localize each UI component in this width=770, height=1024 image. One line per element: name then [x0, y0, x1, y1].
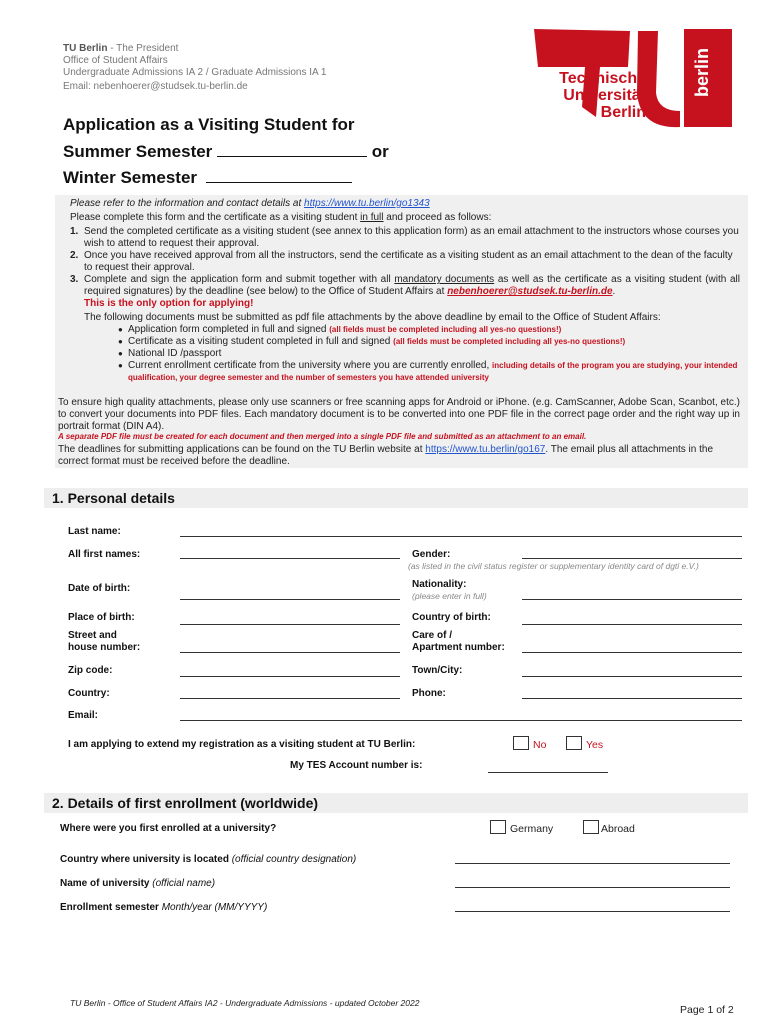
- tes-account-label: My TES Account number is:: [290, 760, 423, 771]
- last-name-label: Last name:: [68, 526, 121, 537]
- in-full-text: in full: [360, 212, 384, 223]
- tes-account-field[interactable]: [488, 772, 608, 773]
- first-names-label: All first names:: [68, 549, 141, 560]
- last-name-field[interactable]: [180, 536, 742, 537]
- first-names-field[interactable]: [180, 558, 400, 559]
- uni-country-field[interactable]: [455, 863, 730, 864]
- section-personal-details: 1. Personal details: [44, 488, 748, 508]
- title-winter-row: [63, 168, 352, 188]
- doc-item: [118, 324, 740, 336]
- doc-1-text: Application form completed in full and signed: [128, 324, 330, 335]
- gender-label: Gender:: [412, 549, 451, 560]
- pob-label: Place of birth:: [68, 612, 135, 623]
- uni-name-note: (official name): [149, 878, 216, 889]
- uni-country-note: (official country designation): [228, 854, 357, 865]
- phone-label: Phone:: [412, 688, 446, 699]
- extend-yes-label: Yes: [586, 739, 604, 751]
- page-number: Page 1 of 2: [680, 1004, 734, 1016]
- gender-note: (as listed in the civil status register or supplementary identity card of dgti e.V.): [408, 561, 699, 571]
- uni-name-text: Name of university: [60, 878, 150, 889]
- gender-field[interactable]: [522, 558, 742, 559]
- logo-line1: Technische: [559, 70, 646, 87]
- deadline-text: [58, 444, 740, 468]
- admissions-name: Undergraduate Admissions IA 2 / Graduate Admissions IA 1: [63, 67, 327, 78]
- street-label-1: Street and: [68, 630, 117, 641]
- step-3: [70, 274, 740, 310]
- enrollment-semester-text: Enrollment semester: [60, 902, 159, 913]
- careof-label-2: Apartment number:: [412, 642, 505, 653]
- nationality-note: (please enter in full): [412, 591, 487, 601]
- doc-4-note: including details of the program you are studying, your intended qualification, your degree semester and the number of semesters you have attended university: [128, 361, 738, 382]
- street-field[interactable]: [180, 652, 400, 653]
- logo-vertical-text: berlin: [692, 47, 712, 97]
- deadline-link[interactable]: https://www.tu.berlin/go167: [425, 444, 546, 455]
- instructions: [70, 198, 740, 384]
- refer-text: Please refer to the information and contact details at: [70, 198, 305, 209]
- deadline-text-b: . The email plus all attachments in the correct format must be received before the deadline.: [58, 444, 714, 467]
- scan-instructions: To ensure high quality attachments, please only use scanners or free scanning apps for Android or iPhone. (e.g. CamScanner, Adobe Scan, Scanbot, etc.) to convert your documents into PDF files. Each mandatory document is to be converted into one PDF file in the correct page order and the right way up in portrait format (DIN A4).: [58, 397, 740, 432]
- germany-checkbox[interactable]: [490, 820, 506, 834]
- country-field[interactable]: [180, 698, 400, 699]
- uni-country-text: Country where university is located: [60, 854, 229, 865]
- title-summer-row: [63, 142, 389, 162]
- street-label-2: house number:: [68, 642, 141, 653]
- step-1-num: 1.: [70, 226, 79, 237]
- step-2-num: 2.: [70, 250, 79, 261]
- deadline-text-a: The deadlines for submitting applications can be found on the TU Berlin website at: [58, 444, 426, 455]
- winter-semester-field[interactable]: [206, 169, 352, 183]
- summer-semester-field[interactable]: [217, 143, 367, 157]
- summer-semester-label: Summer Semester: [63, 142, 213, 161]
- doc-item: [118, 360, 740, 384]
- step-3-end: .: [612, 286, 616, 297]
- enrollment-semester-label: [60, 902, 267, 913]
- nationality-field[interactable]: [522, 599, 742, 600]
- separate-pdf-text: A separate PDF file must be created for each document and then merged into a single PDF file and submitted as an attachment to an email.: [58, 432, 587, 441]
- extend-no-checkbox[interactable]: [513, 736, 529, 750]
- nationality-label: Nationality:: [412, 579, 467, 590]
- abroad-label: Abroad: [601, 823, 635, 835]
- or-label: or: [371, 142, 389, 161]
- uni-country-label: [60, 854, 356, 865]
- step-3-num: 3.: [70, 274, 79, 285]
- careof-field[interactable]: [522, 652, 742, 653]
- doc-4-text: Current enrollment certificate from the university where you are currently enrolled,: [128, 360, 493, 371]
- town-label: Town/City:: [412, 665, 463, 676]
- doc-item: [118, 336, 740, 348]
- street-label: [68, 630, 140, 654]
- header-email: Email: nebenhoerer@studsek.tu-berlin.de: [63, 81, 248, 92]
- enrollment-semester-field[interactable]: [455, 911, 730, 912]
- step-3-text: Complete and sign the application form and submit together with all: [84, 274, 395, 285]
- uni-name-label: [60, 878, 215, 889]
- mandatory-docs-text: mandatory documents: [394, 274, 495, 285]
- tu-berlin-logo: [530, 27, 735, 137]
- office-name: Office of Student Affairs: [63, 55, 168, 66]
- dob-label: Date of birth:: [68, 583, 131, 594]
- zip-field[interactable]: [180, 676, 400, 677]
- org-name: TU Berlin: [63, 43, 108, 54]
- info-link[interactable]: https://www.tu.berlin/go1343: [304, 198, 430, 209]
- enrollment-semester-note: Month/year (MM/YYYY): [158, 902, 268, 913]
- doc-2-note: (all fields must be completed including all yes-no questions!): [393, 337, 626, 346]
- first-enrolled-question: Where were you first enrolled at a university?: [60, 823, 277, 834]
- step-2: [70, 250, 740, 274]
- email-field[interactable]: [180, 720, 742, 721]
- required-docs-list: [118, 324, 740, 384]
- footer-note: TU Berlin - Office of Student Affairs IA2 - Undergraduate Admissions - updated October 2022: [70, 998, 420, 1008]
- step-1-text: Send the completed certificate as a visiting student (see annex to this application form) as an email attachment to the instructors whose courses you wish to attend to request their approval.: [84, 226, 739, 249]
- complete-text: Please complete this form and the certificate as a visiting student: [70, 212, 361, 223]
- town-field[interactable]: [522, 676, 742, 677]
- submission-email-link[interactable]: nebenhoerer@studsek.tu-berlin.de: [447, 286, 613, 297]
- doc-item: [118, 348, 740, 360]
- dept-name: - The President: [107, 43, 179, 54]
- docs-intro: The following documents must be submitted as pdf file attachments by the above deadline by email to the Office of Student Affairs:: [84, 312, 661, 323]
- abroad-checkbox[interactable]: [583, 820, 599, 834]
- careof-label: [412, 630, 505, 654]
- only-option-warning: This is the only option for applying!: [84, 298, 254, 309]
- section-first-enrollment: 2. Details of first enrollment (worldwide): [44, 793, 748, 813]
- extend-question: I am applying to extend my registration as a visiting student at TU Berlin:: [68, 739, 416, 750]
- logo-line3: Berlin: [600, 104, 646, 121]
- separate-pdf-note: [58, 432, 748, 441]
- form-title: Application as a Visiting Student for: [63, 115, 355, 134]
- step-1: [70, 226, 740, 250]
- dob-field[interactable]: [180, 599, 400, 600]
- email-label: Email:: [68, 710, 99, 721]
- country-label: Country:: [68, 688, 110, 699]
- doc-3-text: National ID /passport: [128, 348, 222, 359]
- extend-no-label: No: [533, 739, 547, 751]
- sender-block: [63, 43, 326, 93]
- pob-field[interactable]: [180, 624, 400, 625]
- careof-label-1: Care of /: [412, 630, 453, 641]
- doc-1-note: (all fields must be completed including all yes-no questions!): [329, 325, 562, 334]
- germany-label: Germany: [510, 823, 554, 835]
- step-3-text-b: as well as the certificate as a visiting student (with all required signatures) by the deadline (see below) to the Office of Student Affairs at: [84, 274, 740, 297]
- extend-yes-checkbox[interactable]: [566, 736, 582, 750]
- winter-semester-label: Winter Semester: [63, 168, 198, 187]
- doc-2-text: Certificate as a visiting student completed in full and signed: [128, 336, 394, 347]
- cob-label: Country of birth:: [412, 612, 491, 623]
- step-2-text: Once you have received approval from all the instructors, send the certificate as a visiting student as an email attachment to the dean of the faculty to request their approval.: [84, 250, 733, 273]
- logo-line2: Universität: [563, 87, 646, 104]
- complete-text-end: and proceed as follows:: [383, 212, 492, 223]
- uni-name-field[interactable]: [455, 887, 730, 888]
- phone-field[interactable]: [522, 698, 742, 699]
- cob-field[interactable]: [522, 624, 742, 625]
- zip-label: Zip code:: [68, 665, 113, 676]
